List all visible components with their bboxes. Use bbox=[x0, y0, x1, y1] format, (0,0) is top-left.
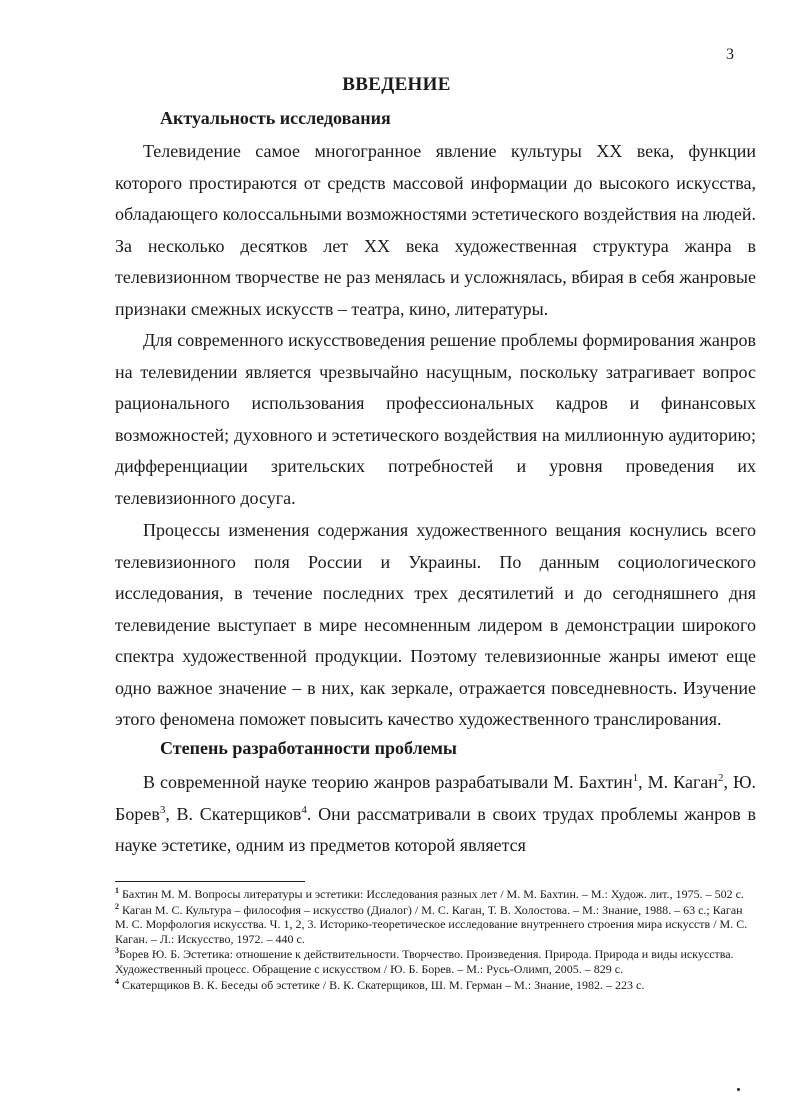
footnote-text: Бахтин М. М. Вопросы литературы и эстетики: Исследования разных лет / М. М. Бахтин. – М.: Худож. лит., 1975. – 502 с. bbox=[122, 887, 744, 901]
page-number: 3 bbox=[726, 46, 734, 63]
paragraph-4-text-3: , Ю. Борев bbox=[115, 772, 756, 824]
footnote-ref-2: 2 bbox=[717, 772, 724, 784]
footnote-ref-4: 4 bbox=[301, 803, 307, 816]
footnote-3 bbox=[115, 947, 757, 976]
page-title: ВВЕДЕНИЕ bbox=[342, 74, 451, 95]
footnote-divider bbox=[115, 881, 305, 882]
footnote-number: 3 bbox=[115, 946, 119, 956]
footnotes bbox=[115, 887, 757, 993]
paragraph-4-text-4: , В. Скатерщиков bbox=[165, 803, 302, 824]
footnote-2 bbox=[115, 903, 757, 947]
scan-dot-mark bbox=[737, 1088, 740, 1091]
paragraph-4-text-2: , М. Каган bbox=[638, 772, 718, 792]
footnote-text: Борев Ю. Б. Эстетика: отношение к действительности. Творчество. Произведения. Природа. Природа и виды искусства. Художественный процесс. Обращение с искусством / Ю. Б. Борев. – М.: Русь-Олимп, 2005. – 829 с. bbox=[115, 947, 734, 976]
paragraph-4-text-1: В современной науке теорию жанров разрабатывали М. Бахтин bbox=[143, 772, 633, 792]
paragraph-3: Процессы изменения содержания художественного вещания коснулись всего телевизионного поля России и Украины. По данным социологического исследования, в течение последних трех десятилетий и до сегодняшнего дня телевидение выступает в мире несомненным лидером в демонстрации широкого спектра художественной продукции. Поэтому телевизионные жанры имеют еще одно важное значение – в них, как зеркале, отражается повседневность. Изучение этого феномена поможет повысить качество художественного транслирования. bbox=[115, 520, 756, 729]
section-heading-relevance: Актуальность исследования bbox=[160, 108, 391, 128]
footnote-ref-1: 1 bbox=[632, 772, 639, 784]
footnote-ref-3: 3 bbox=[159, 803, 166, 816]
paragraph-1: Телевидение самое многогранное явление культуры XX века, функции которого простираются от средств массовой информации до высокого искусства, обладающего колоссальными возможностями эстетического воздействия на людей. За несколько десятков лет XX века художественная структура жанра в телевизионном творчестве не раз менялась и усложнялась, вбирая в себя жанровые признаки смежных искусств – театра, кино, литературы. bbox=[115, 141, 756, 319]
footnote-text: Скатерщиков В. К. Беседы об эстетике / В. К. Скатерщиков, Ш. М. Герман – М.: Знание, 1982. – 223 с. bbox=[122, 977, 645, 992]
footnote-number: 4 bbox=[115, 976, 119, 986]
footnote-text: Каган М. С. Культура – философия – искусство (Диалог) / М. С. Каган, Т. В. Холостова. – М.: Знание, 1988. – 63 с.; Каган М. С. Морфология искусства. Ч. 1, 2, 3. Историко-теоретическое исследование внутреннего строения мира искусств / М. С. Каган. – Л.: Искусство, 1972. – 440 с. bbox=[115, 902, 748, 946]
footnote-number: 1 bbox=[115, 886, 119, 895]
footnote-1 bbox=[115, 887, 757, 902]
paragraph-4-text-5: . Они рассматривали в своих трудах проблемы жанров в науке эстетике, одним из предметов которой является bbox=[115, 803, 757, 855]
paragraph-4 bbox=[115, 767, 756, 862]
section-heading-problem-development: Степень разработанности проблемы bbox=[160, 738, 457, 758]
paragraph-2: Для современного искусствоведения решение проблемы формирования жанров на телевидении является чрезвычайно насущным, поскольку затрагивает вопрос рационального использования профессиональных кадров и финансовых возможностей; духовного и эстетического воздействия на миллионную аудиторию; дифференциации зрительских потребностей и уровня проведения их телевизионного досуга. bbox=[115, 330, 756, 508]
footnote-number: 2 bbox=[115, 901, 119, 911]
footnote-4 bbox=[115, 978, 757, 993]
